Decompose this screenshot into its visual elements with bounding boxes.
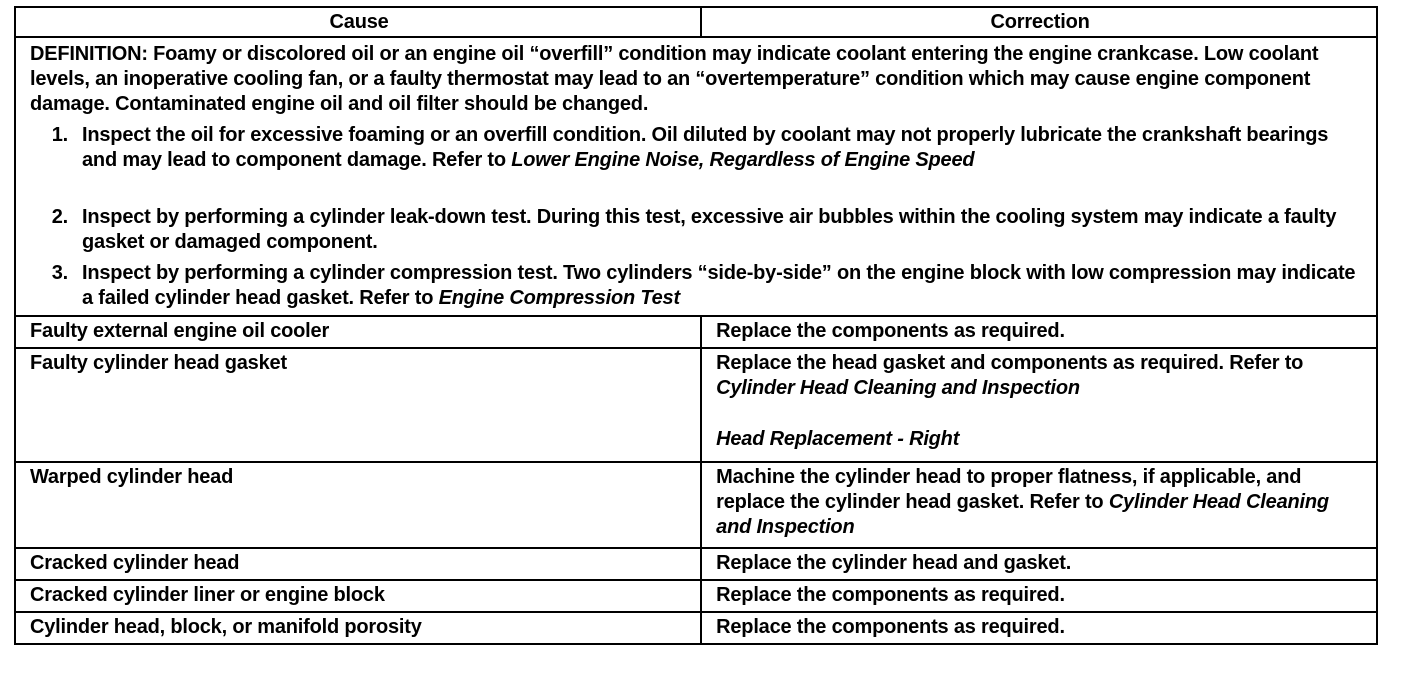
table-row	[15, 462, 1377, 548]
inspection-steps	[30, 123, 1366, 311]
correction-reference: Cylinder Head Cleaning and Inspection	[716, 491, 1329, 538]
step-body	[82, 261, 1366, 311]
table-row	[15, 612, 1377, 644]
step-text: Inspect the oil for excessive foaming or an overfill condition. Oil diluted by coolant may not properly lubricate the crankshaft bearings and may lead to component damage. Refer to	[82, 124, 1329, 171]
step-reference: Engine Compression Test	[438, 287, 680, 309]
cause-cell: Cracked cylinder head	[15, 548, 701, 580]
definition-row	[15, 37, 1377, 316]
step-1	[30, 123, 1366, 173]
cause-cell: Faulty cylinder head gasket	[15, 348, 701, 462]
step-text: Inspect by performing a cylinder leak-down test. During this test, excessive air bubbles within the cooling system may indicate a faulty gasket or damaged component.	[82, 206, 1337, 253]
correction-cell: Replace the components as required.	[701, 580, 1377, 612]
step-number: 3.	[51, 262, 68, 284]
step-body	[82, 205, 1366, 255]
table-row	[15, 548, 1377, 580]
correction-reference: Cylinder Head Cleaning and Inspection	[716, 377, 1080, 399]
cause-cell: Cylinder head, block, or manifold porosity	[15, 612, 701, 644]
step-3	[30, 261, 1366, 311]
step-text: Inspect by performing a cylinder compression test. Two cylinders “side-by-side” on the engine block with low compression may indicate a failed cylinder head gasket. Refer to	[82, 262, 1356, 309]
cause-cell: Warped cylinder head	[15, 462, 701, 548]
header-row	[15, 7, 1377, 37]
header-cause: Cause	[15, 7, 701, 37]
step-number: 1.	[51, 124, 68, 146]
table-row	[15, 580, 1377, 612]
cause-cell: Cracked cylinder liner or engine block	[15, 580, 701, 612]
step-reference: Lower Engine Noise, Regardless of Engine Speed	[511, 149, 975, 171]
step-body	[82, 123, 1366, 173]
correction-text: Machine the cylinder head to proper flatness, if applicable, and replace the cylinder head gasket. Refer to	[716, 466, 1302, 513]
definition-text: DEFINITION: Foamy or discolored oil or an engine oil “overfill” condition may indicate coolant entering the engine crankcase. Low coolant levels, an inoperative cooling fan, or a faulty thermostat may lead to an “overtemperature” condition which may cause engine component damage. Contaminated engine oil and oil filter should be changed.	[30, 43, 1319, 115]
step-number: 2.	[51, 206, 68, 228]
table-row	[15, 316, 1377, 348]
correction-cell: Replace the cylinder head and gasket.	[701, 548, 1377, 580]
correction-cell	[701, 462, 1377, 548]
cause-correction-table	[14, 6, 1378, 645]
header-correction: Correction	[701, 7, 1377, 37]
correction-text: Replace the head gasket and components as required. Refer to	[716, 352, 1304, 374]
table-row	[15, 348, 1377, 462]
correction-reference-2: Head Replacement - Right	[716, 428, 960, 450]
correction-cell: Replace the components as required.	[701, 612, 1377, 644]
correction-cell	[701, 348, 1377, 462]
cause-cell: Faulty external engine oil cooler	[15, 316, 701, 348]
step-2	[30, 205, 1366, 255]
correction-cell: Replace the components as required.	[701, 316, 1377, 348]
definition-cell	[15, 37, 1377, 316]
